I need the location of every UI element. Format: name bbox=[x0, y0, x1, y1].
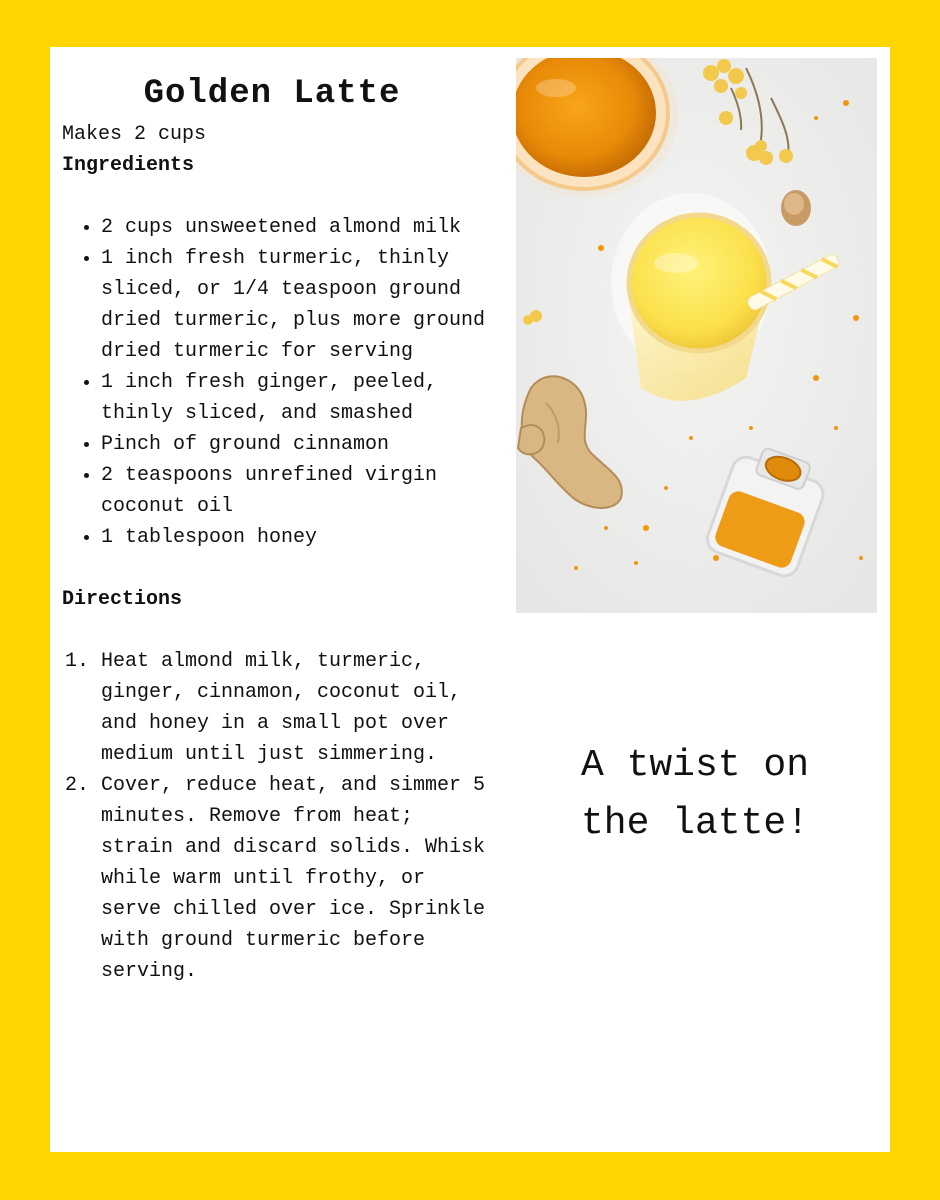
recipe-card bbox=[50, 47, 890, 1152]
ingredient-item: • 2 teaspoons unrefined virgin coconut oil bbox=[101, 460, 492, 522]
golden-latte-photo bbox=[516, 58, 877, 613]
ingredient-item: • 2 cups unsweetened almond milk bbox=[101, 212, 492, 243]
directions-list bbox=[62, 646, 492, 987]
direction-step: 2. Cover, reduce heat, and simmer 5 minutes. Remove from heat; strain and discard solids. Whisk while warm until frothy, or serve chilled over ice. Sprinkle with ground turmeric before serving. bbox=[101, 770, 492, 987]
direction-step: 1. Heat almond milk, turmeric, ginger, cinnamon, coconut oil, and honey in a small pot over medium until just simmering. bbox=[101, 646, 492, 770]
recipe-text-column bbox=[62, 75, 492, 987]
ingredients-list bbox=[62, 212, 492, 553]
recipe-title: Golden Latte bbox=[143, 75, 401, 113]
ingredient-item: • Pinch of ground cinnamon bbox=[101, 429, 492, 460]
ingredient-item: • 1 tablespoon honey bbox=[101, 522, 492, 553]
directions-heading: Directions bbox=[62, 588, 183, 611]
ingredients-heading: Ingredients bbox=[62, 154, 195, 177]
recipe-yield: Makes 2 cups bbox=[62, 123, 207, 146]
ingredient-item: • 1 inch fresh ginger, peeled, thinly sliced, and smashed bbox=[101, 367, 492, 429]
tagline: A twist on the latte! bbox=[580, 744, 810, 845]
ingredient-item: • 1 inch fresh turmeric, thinly sliced, or 1/4 teaspoon ground dried turmeric, plus more ground dried turmeric for serving bbox=[101, 243, 492, 367]
